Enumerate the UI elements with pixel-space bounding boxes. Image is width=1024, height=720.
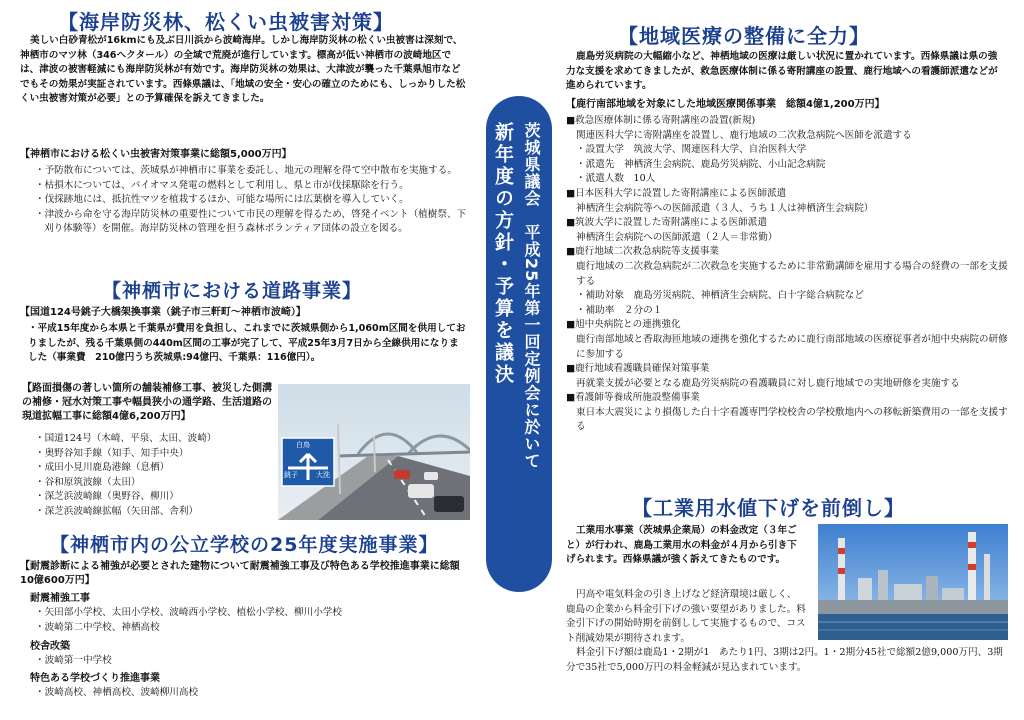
water-text-3: 料金引下げ額は鹿島1・2期が1 あたり1円、3期は2円。1・2期分45社で総額2億9,000万円、3期分で35社で5,000万円の料金軽減が見込まれています。 [566, 647, 1003, 673]
center-title-line-1: 茨城県議会 平成25年第一回定例会に於いて [522, 122, 541, 470]
schools-items-2 [30, 654, 470, 669]
list-item: ・伐採跡地には、抵抗性マツを植栽するほか、可能な場所には広葉樹を導入していく。 [35, 194, 409, 206]
section-title-coastal-forest: 【海岸防災林、松くい虫被害対策】 [58, 10, 394, 34]
medical-block: ■鹿行地域看護職員確保対策事業 再就業支援が必要となる鹿島労災病院の看護職員に対し鹿行地域での実地研修を実施する [566, 363, 960, 389]
section-title-medical: 【地域医療の整備に全力】 [618, 24, 870, 48]
road-bridge-text: ・平成15年度から本県と千葉県が費用を負担し、これまでに茨城県側から1,060m区間を供用しておりましたが、残る千葉県側の440m区間の工事が完了して、平成25年3月7日から全線供用になりました（事業費 210億円うち茨城県:94億円、千葉県：116億円）。 [28, 323, 466, 364]
coastal-forest-items [30, 164, 470, 237]
center-title-line-2: 新年度の方針・予算を議決 [492, 122, 514, 386]
bridge-photo [278, 384, 470, 520]
schools-h1: 耐震補強工事 [30, 593, 90, 604]
list-item: ・国道124号（木崎、平泉、太田、波崎） [35, 433, 217, 444]
road-sign-left: 銚子 [284, 471, 298, 479]
road-repair-heading: 【路面損傷の著しい箇所の舗装補修工事、被災した側溝の補修・冠水対策工事や幅員狭小の通学路、生活道路の現道拡幅工事に総額4億6,200万円】 [22, 383, 272, 422]
list-item: ・波崎第二中学校、神栖高校 [35, 621, 160, 633]
medical-block: ■鹿行地域二次救急病院等支援事業 鹿行地域の二次救急病院が二次救急を実施するために非常勤講師を雇用する場合の経費の一部を支援する ・補助対象 鹿島労災病院、神栖済生会病院、白十字総合病院など ・補助率 ２分の１ [566, 246, 1008, 316]
list-item: ・深芝浜波崎線（奥野谷、柳川） [35, 491, 179, 503]
water-text-bold: 工業用水事業（茨城県企業局）の料金改定（３年ごと）が行われ、鹿島工業用水の料金が４月から引き下げられます。西條県議が強く訴えてきたものです。 [566, 525, 797, 566]
medical-block: ■救急医療体制に係る寄附講座の設置(新規) 関連医科大学に寄附講座を設置し、鹿行地域の二次救急病院へ医師を派遣する ・設置大学 筑波大学、関連医科大学、自治医科大学 ・派遣先 神栖済生会病院、鹿島労災病院、小山記念病院 ・派遣人数 10人 [566, 115, 912, 185]
list-item: ・波崎高校、神栖高校、波崎柳川高校 [35, 687, 199, 698]
list-item: ・予防散布については、茨城県が神栖市に事業を委託し、地元の理解を得て空中散布を実施する。 [35, 165, 457, 176]
medical-block: ■旭中央病院との連携強化 鹿行南部地域と香取海匝地域の連携を強化するために鹿行南部地域の医療従事者が旭中央病院の研修に参加する [566, 319, 1008, 360]
schools-h3: 特色ある学校づくり推進事業 [30, 673, 160, 684]
list-item: ・津波から命を守る海岸防災林の重要性について市民の理解を得るため、啓発イベント（植樹祭、下刈り体験等）を開催。海岸防災林の管理を担う森林ボランティア団体の設立を図る。 [35, 208, 467, 235]
list-item: ・谷和原筑波線（太田） [35, 476, 141, 488]
schools-items-1 [30, 606, 470, 635]
list-item: ・成田小見川鹿島港線（息栖） [35, 462, 170, 474]
industrial-plant-photo [818, 524, 1008, 640]
medical-budget: 【鹿行南部地域を対象にした地域医療関係事業 総額4億1,200万円】 [566, 99, 885, 110]
road-repair-items [30, 432, 274, 520]
water-text-2: 円高や電気料金の引き上げなど経済環境は厳しく、鹿島の企業から料金引下げの強い要望がありました。料金引下げの開始時期を前倒しして実施するもので、コスト削減効果が期待されます。 [566, 589, 806, 644]
road-bridge-heading: 【国道124号銚子大橋架換事業（銚子市三軒町～神栖市波崎）】 [20, 307, 306, 318]
schools-items-3 [30, 686, 470, 701]
coastal-forest-intro: 美しい白砂青松が16kmにも及ぶ日川浜から波崎海岸。しかし海岸防災林の松くい虫被害は深刻で、神栖市のマツ林（346ヘクタール）の全域で荒廃が進行しています。標高が低い神栖市の波崎地区では、津波の被害軽減にも海岸防災林が有効です。海岸防災林の効果は、大津波が襲った千葉県旭市などでもその効果が実証されています。西條県議は、「地域の安全・安心の確立のためにも、しっかりした松くい虫被害対策が必要」との予算確保を訴えてきました。 [20, 35, 466, 105]
medical-blocks [566, 114, 1008, 435]
road-sign-top: 白鳥 [296, 441, 310, 449]
section-title-water: 【工業用水値下げを前倒し】 [632, 496, 905, 520]
section-title-road: 【神栖市における道路事業】 [102, 280, 363, 302]
list-item: ・奥野谷知手線（知手、知手中央） [35, 447, 189, 459]
coastal-forest-budget: 【神栖市における松くい虫被害対策事業に総額5,000万円】 [20, 149, 292, 160]
road-sign-right: 大洗 [316, 471, 330, 479]
medical-block: ■看護師等養成所施設整備事業 東日本大震災により損傷した白十字看護専門学校校舎の学校敷地内への移転新築費用の一部を支援する [566, 392, 1008, 433]
medical-block: ■日本医科大学に設置した寄附講座による医師派遣 神栖済生会病院等への医師派遣（３人、うち１人は神栖済生会病院） [566, 187, 874, 214]
schools-budget: 【耐震診断による補強が必要とされた建物について耐震補強工事及び特色ある学校推進事業に総額10億600万円】 [20, 561, 460, 586]
medical-block: ■筑波大学に設置した寄附講座による医師派遣 神栖済生会病院への医師派遣（２人＝非常勤） [566, 217, 778, 243]
medical-intro: 鹿島労災病院の大幅縮小など、神栖地域の医療は厳しい状況に置かれています。西條県議は県の強力な支援を求めてきましたが、救急医療体制に係る寄附講座の設置、鹿行地域への看護師派遣などが進められています。 [566, 51, 998, 92]
section-title-schools: 【神栖市内の公立学校の25年度実施事業】 [50, 534, 439, 556]
list-item: ・枯損木については、バイオマス発電の燃料として利用し、県と市が伐採駆除を行う。 [35, 179, 409, 191]
list-item: ・矢田部小学校、太田小学校、波崎西小学校、植松小学校、柳川小学校 [35, 607, 342, 618]
list-item: ・波崎第一中学校 [35, 655, 112, 666]
schools-h2: 校舎改築 [30, 641, 70, 652]
list-item: ・深芝浜波崎線拡幅（矢田部、舎利） [35, 505, 199, 517]
